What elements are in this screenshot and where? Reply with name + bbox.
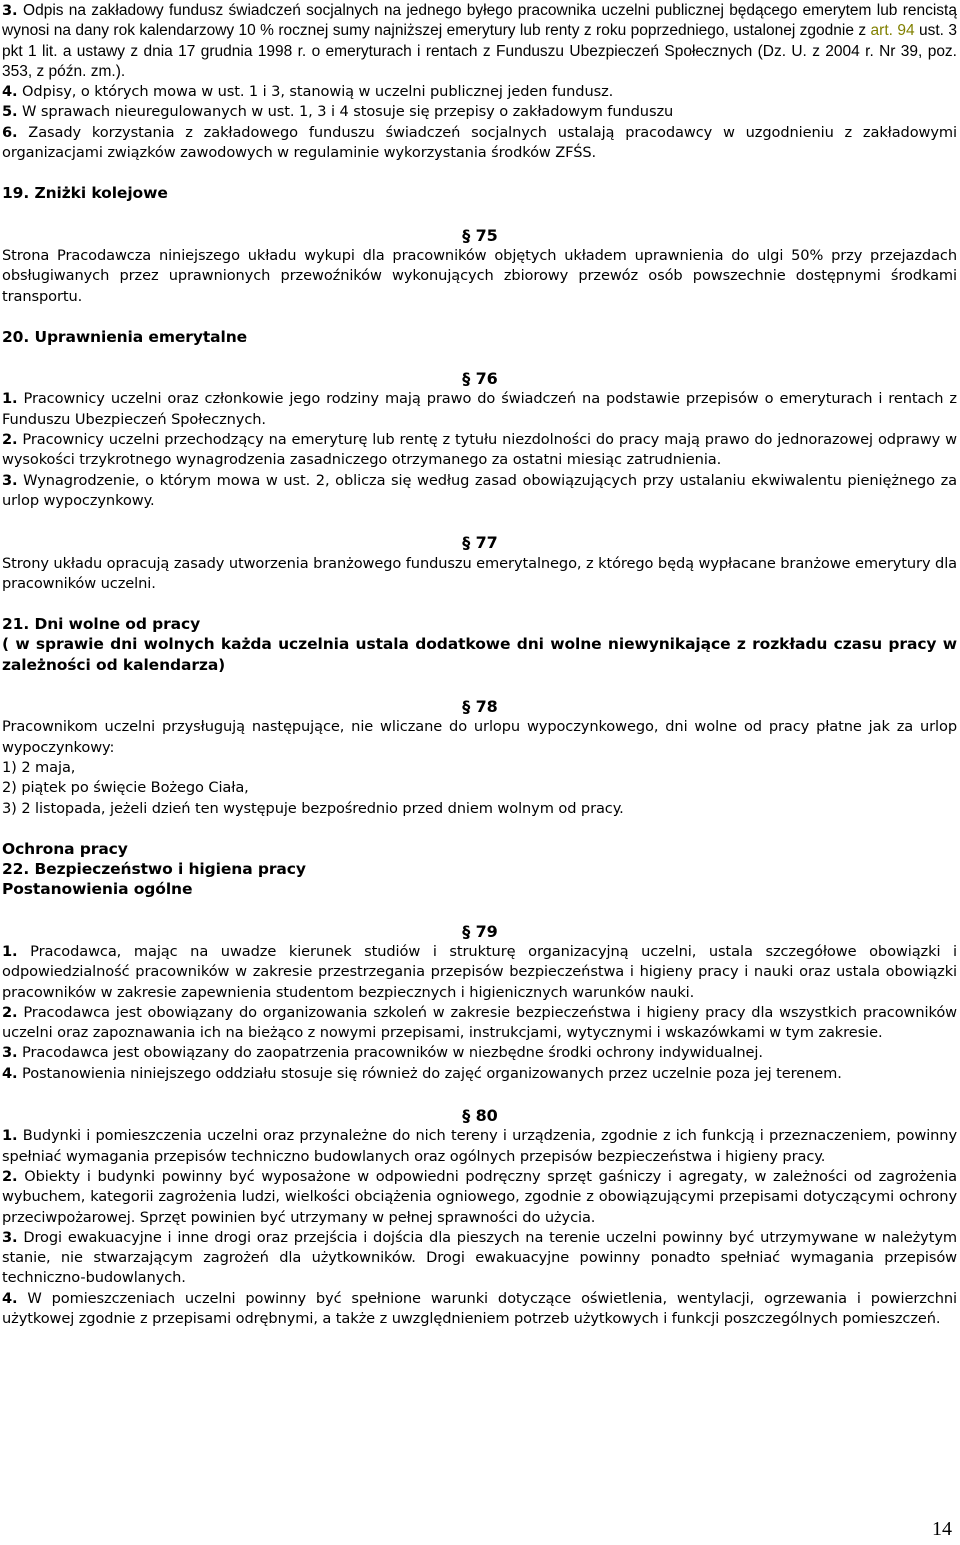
paragraph-79-item-4: [2, 1064, 957, 1084]
paragraph-78-text: Pracownikom uczelni przysługują następujące, nie wliczane do urlopu wypoczynkowego, dni wolne od pracy płatne jak za urlop wypoczynkowy:: [2, 718, 957, 756]
paragraph-76-item-1: [2, 389, 957, 430]
item-text: Odpis na zakładowy fundusz świadczeń socjalnych na jednego byłego pracownika uczelni publicznej będącego emerytem lub rencistą wynosi na dany rok kalendarzowy 10 % rocznej sumy najniższej emerytury lub renty z roku poprzedniego, ustalonej zgodnie z: [2, 2, 957, 40]
list-item: 1) 2 maja,: [2, 758, 76, 776]
item-text: Postanowienia niniejszego oddziału stosuje się również do zajęć organizowanych przez uczelnie poza jej terenem.: [17, 1064, 842, 1082]
paragraph-6: [2, 123, 957, 164]
paragraph-heading-75: § 75: [462, 225, 498, 245]
item-number: 3.: [2, 471, 18, 489]
item-text: W pomieszczeniach uczelni powinny być spełnione warunki dotyczące oświetlenia, wentylacji, ogrzewania i powierzchni użytkowej zgodnie z przepisami odrębnymi, a także z uwzględnieniem potrzeb użytkowych i funkcji poszczególnych pomieszczeń.: [2, 1289, 957, 1328]
item-number: 1.: [2, 1127, 18, 1145]
item-text: Pracownicy uczelni przechodzący na emeryturę lub rentę z tytułu niezdolności do pracy mają prawo do jednorazowej odprawy w wysokości trzykrotnego wynagrodzenia zasadniczego otrzymanego za ostatni miesiąc zatrudnienia.: [2, 431, 957, 469]
item-number: 4.: [2, 83, 18, 101]
paragraph-5: [2, 102, 957, 122]
item-text: Pracodawca jest obowiązany do organizowania szkoleń w zakresie bezpieczeństwa i higieny pracy dla wszystkich pracowników uczelni oraz zapoznawania ich na bieżąco z nowymi przepisami, instrukcjami, wytycznymi i wskazówkami w tym zakresie.: [2, 1003, 957, 1042]
item-text: Budynki i pomieszczenia uczelni oraz przynależne do nich tereny i urządzenia, zgodnie z ich funkcją i przeznaczeniem, powinny spełniać wymagania przepisów techniczno budowlanych oraz ogólnych przepisów bezpieczeństwa i higieny pracy.: [2, 1127, 957, 1165]
paragraph-80-item-2: [2, 1167, 957, 1228]
section-heading-22: 22. Bezpieczeństwo i higiena pracy: [2, 860, 306, 879]
list-item: 2) piątek po święcie Bożego Ciała,: [2, 779, 249, 797]
item-text: Obiekty i budynki powinny być wyposażone w odpowiedni podręczny sprzęt gaśniczy i agregaty, w zależności od zagrożenia wybuchem, kategorii zagrożenia ludzi, wielkości obciążenia ogniowego, zgodnie z obowiązującymi przepisami dotyczącymi ochrony przeciwpożarowej. Sprzęt powinien być utrzymany w pełnej sprawności do użycia.: [2, 1167, 957, 1226]
paragraph-heading-76: § 76: [462, 369, 498, 389]
paragraph-heading-77: § 77: [462, 533, 498, 553]
item-number: 1.: [2, 942, 18, 960]
item-number: 5.: [2, 103, 18, 121]
item-number: 3.: [2, 1044, 18, 1062]
article-link[interactable]: art. 94: [870, 22, 915, 40]
item-text: Pracownicy uczelni oraz członkowie jego rodziny mają prawo do świadczeń na podstawie przepisów o emeryturach i rentach z Funduszu Ubezpieczeń Społecznych.: [2, 390, 957, 428]
paragraph-80-item-1: [2, 1126, 957, 1167]
paragraph-77-text: Strony układu opracują zasady utworzenia branżowego funduszu emerytalnego, z którego będą wypłacane branżowe emerytury dla pracowników uczelni.: [2, 554, 957, 592]
list-item: 3) 2 listopada, jeżeli dzień ten występuje bezpośrednio przed dniem wolnym od pracy.: [2, 799, 624, 817]
item-number: 4.: [2, 1064, 18, 1082]
paragraph-80-item-3: [2, 1228, 957, 1289]
item-text-continued: ust. 3 pkt 1 lit. a ustawy z dnia 17 grudnia 1998 r. o emeryturach i rentach z Funduszu Ubezpieczeń Społecznych (Dz. U. z 2004 r. Nr 39, poz. 353, z późn. zm.).: [2, 22, 957, 80]
item-number: 6.: [2, 123, 18, 141]
item-number: 4.: [2, 1289, 18, 1307]
item-text: Zasady korzystania z zakładowego funduszu świadczeń socjalnych ustalają pracodawcy w uzgodnieniu z zakładowymi organizacjami związków zawodowych w regulaminie wykorzystania środków ZFŚS.: [2, 123, 957, 162]
section-heading-21: 21. Dni wolne od pracy: [2, 615, 201, 634]
item-number: 2.: [2, 1003, 18, 1021]
item-number: 2.: [2, 431, 18, 449]
page-number: 14: [932, 1518, 952, 1540]
item-text: Odpisy, o których mowa w ust. 1 i 3, stanowią w uczelni publicznej jeden fundusz.: [17, 83, 614, 101]
item-text: W sprawach nieuregulowanych w ust. 1, 3 i 4 stosuje się przepisy o zakładowym funduszu: [17, 103, 674, 121]
paragraph-heading-78: § 78: [462, 697, 498, 717]
item-number: 1.: [2, 390, 18, 408]
chapter-heading: Ochrona pracy: [2, 839, 128, 858]
paragraph-79-item-1: [2, 942, 957, 1003]
section-heading-20: 20. Uprawnienia emerytalne: [2, 327, 248, 346]
item-number: 3.: [2, 2, 18, 19]
item-text: Pracodawca jest obowiązany do zaopatrzenia pracowników w niezbędne środki ochrony indywidualnej.: [17, 1044, 763, 1062]
item-text: Drogi ewakuacyjne i inne drogi oraz przejścia i dojścia dla pieszych na terenie uczelni powinny być utrzymywane w należytym stanie, nie stwarzającym zagrożeń dla użytkowników. Drogi ewakuacyjne powinny ponadto spełniać wymagania przepisów techniczno-budowlanych.: [2, 1228, 957, 1287]
item-text: Pracodawca, mając na uwadze kierunek studiów i strukturę organizacyjną uczelni, ustala szczegółowe obowiązki i odpowiedzialność pracowników w zakresie przestrzegania przepisów bezpieczeństwa i higieny pracy i nauki oraz ustala obowiązki pracowników w zakresie zapewnienia studentom bezpiecznych i higienicznych warunków nauki.: [2, 942, 957, 1001]
paragraph-76-item-2: [2, 430, 957, 471]
paragraph-79-item-3: [2, 1043, 957, 1063]
paragraph-3: [2, 1, 957, 82]
section-heading-19: 19. Zniżki kolejowe: [2, 184, 168, 203]
paragraph-76-item-3: [2, 471, 957, 512]
paragraph-4: [2, 82, 957, 102]
item-number: 2.: [2, 1167, 18, 1185]
document-page: [2, 1, 957, 1329]
paragraph-heading-79: § 79: [462, 921, 498, 941]
item-number: 3.: [2, 1228, 18, 1246]
paragraph-79-item-2: [2, 1003, 957, 1044]
subsection-heading: Postanowienia ogólne: [2, 880, 193, 899]
paragraph-heading-80: § 80: [462, 1106, 498, 1126]
paragraph-75-text: Strona Pracodawcza niniejszego układu wykupi dla pracowników objętych układem uprawnienia do ulgi 50% przy przejazdach obsługiwanych przez uprawnionych przewoźników wykonujących zbiorowy przewóz osób powszechnie dostępnymi środkami transportu.: [2, 246, 957, 305]
item-text: Wynagrodzenie, o którym mowa w ust. 2, oblicza się według zasad obowiązujących przy ustalaniu ekwiwalentu pieniężnego za urlop wypoczynkowy.: [2, 471, 957, 509]
section-subtitle-21: ( w sprawie dni wolnych każda uczelnia ustala dodatkowe dni wolne niewynikające z rozkładu czasu pracy w zależności od kalendarza): [2, 635, 957, 674]
paragraph-80-item-4: [2, 1289, 957, 1330]
